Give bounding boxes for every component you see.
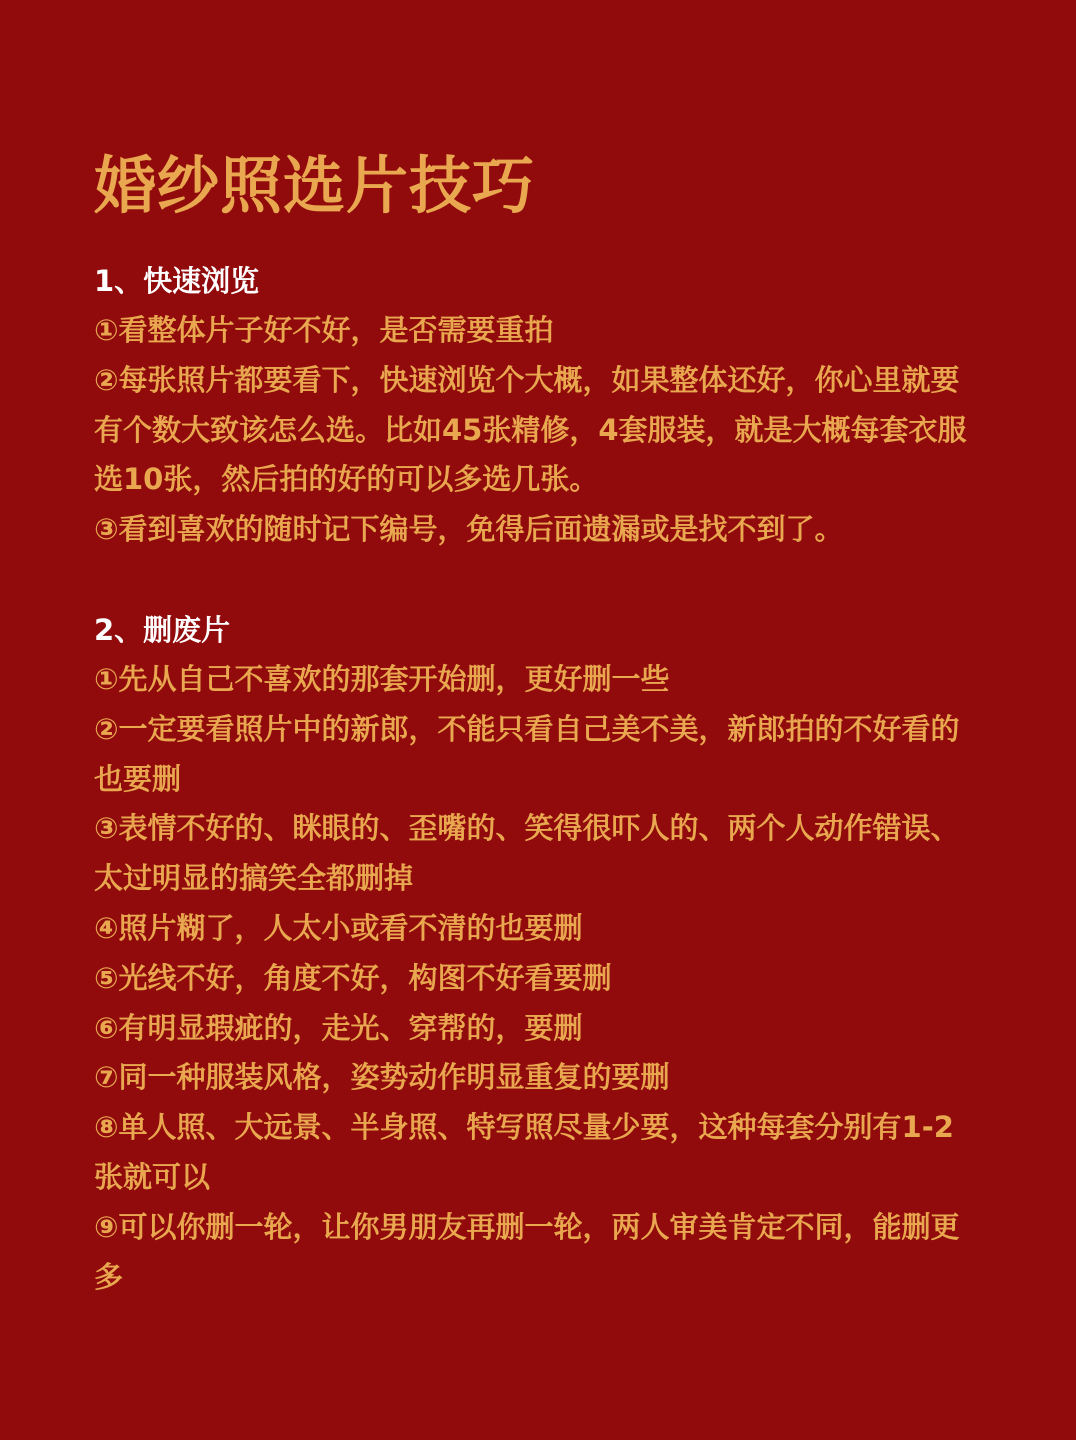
list-item: ①看整体片子好不好，是否需要重拍 <box>94 313 554 347</box>
list-item: ⑦同一种服装风格，姿势动作明显重复的要删 <box>94 1060 670 1095</box>
list-item: ③看到喜欢的随时记下编号，免得后面遗漏或是找不到了。 <box>94 512 844 547</box>
list-item: ⑥有明显瑕疵的，走光、穿帮的，要删 <box>94 1010 583 1045</box>
list-item: ⑧单人照、大远景、半身照、特写照尽量少要，这种每套分别有1-2张就可以 <box>94 1110 954 1194</box>
list-item: ③表情不好的、眯眼的、歪嘴的、笑得很吓人的、两个人动作错误、太过明显的搞笑全都删掉 <box>94 811 960 896</box>
section-delete-rejects <box>94 605 976 1302</box>
list-item: ②每张照片都要看下，快速浏览个大概，如果整体还好，你心里就要有个数大致该怎么选。比如45张精修，4套服装，就是大概每套衣服选10张，然后拍的好的可以多选几张。 <box>94 362 967 497</box>
list-item: ②一定要看照片中的新郎，不能只看自己美不美，新郎拍的不好看的也要删 <box>94 711 960 796</box>
list-item: ④照片糊了，人太小或看不清的也要删 <box>94 910 583 945</box>
list-item: ①先从自己不喜欢的那套开始删，更好删一些 <box>94 661 670 696</box>
section-quick-browse <box>94 256 976 555</box>
section-heading: 2、删废片 <box>94 612 231 647</box>
list-item: ⑤光线不好，角度不好，构图不好看要删 <box>94 960 612 995</box>
section-heading: 1、快速浏览 <box>94 264 260 298</box>
list-item: ⑨可以你删一轮，让你男朋友再删一轮，两人审美肯定不同，能删更多 <box>94 1209 960 1294</box>
page-title: 婚纱照选片技巧 <box>94 149 536 222</box>
